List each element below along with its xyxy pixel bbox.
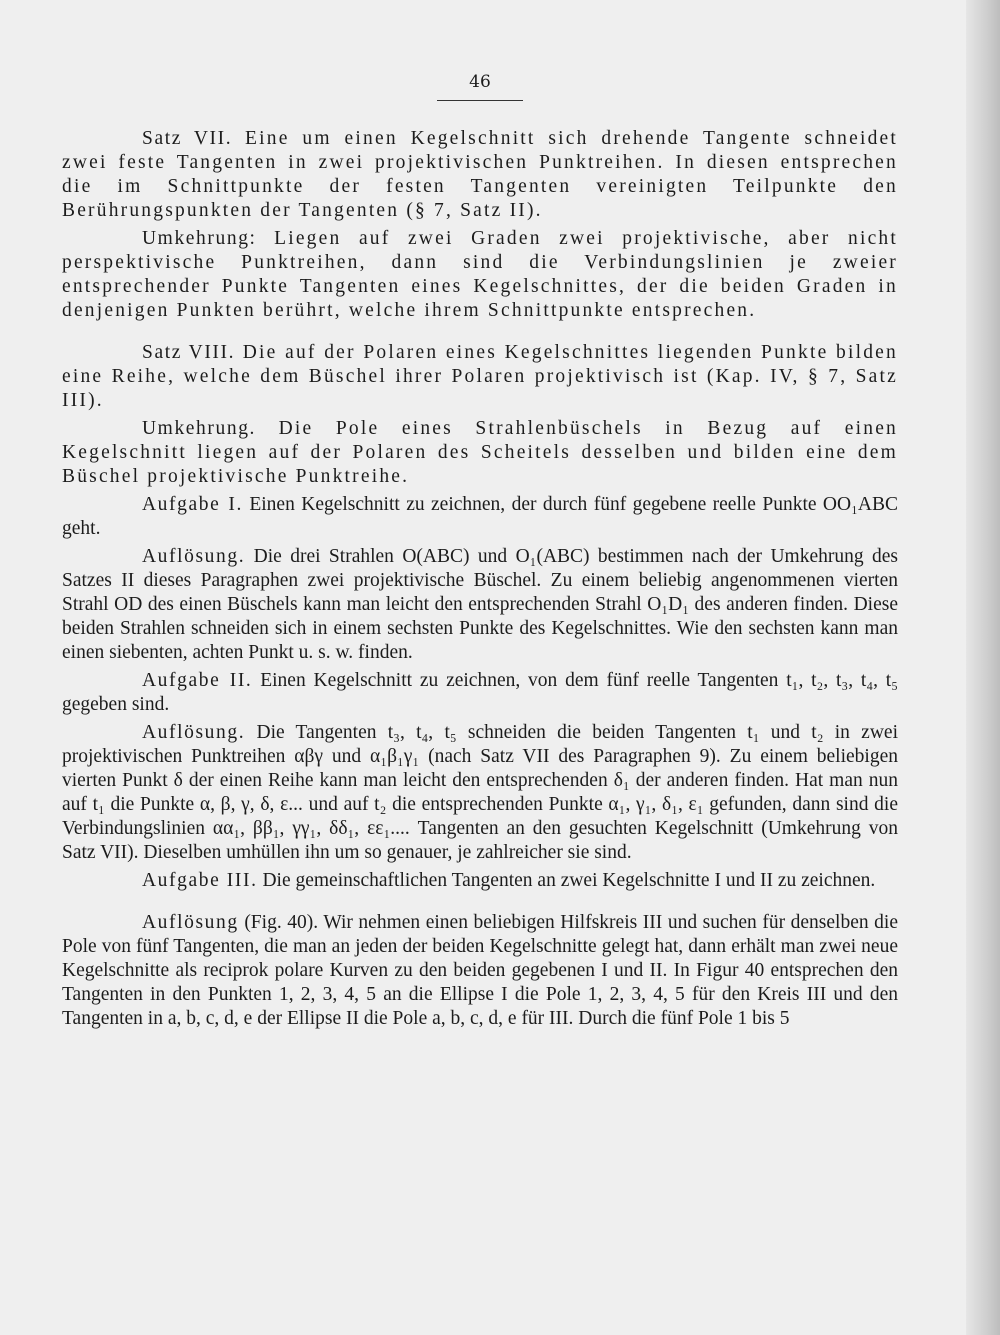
paragraph-aufgabe-ii [62,669,898,717]
paragraph-lead: Satz VIII. [142,342,236,363]
paragraph-satz-vii [62,127,898,223]
page-edge-shadow [966,0,1000,1335]
paragraph-umkehrung-2 [62,417,898,489]
paragraph-text: Einen Kegelschnitt zu zeichnen, von dem fünf reelle Tangenten t₁, t₂, t₃, t₄, t₅ gegeben sind. [62,670,899,715]
paragraph-text: Eine um einen Kegelschnitt sich drehende Tangente schneidet zwei feste Tangenten in zwei projektivischen Punktreihen. In diesen entsprechen die im Schnittpunkte der festen Tangenten vereinigten Teilpunkte den Berührungspunkten der Tangenten (§ 7, Satz II). [62,128,898,221]
paragraph-aufgabe-iii [62,869,898,893]
paragraph-lead: Aufgabe II. [142,670,253,691]
paragraph-aufloesung-iii [62,911,898,1031]
page-number: 46 [469,72,491,92]
paragraph-lead: Umkehrung: [142,228,257,249]
paragraph-umkehrung-1 [62,227,898,323]
paragraph-text: Einen Kegelschnitt zu zeichnen, der durch fünf gegebene reelle Punkte OO₁ABC geht. [62,494,898,539]
paragraph-text: Die gemeinschaftlichen Tangenten an zwei Kegelschnitte I und II zu zeichnen. [262,870,876,891]
paragraph-satz-viii [62,341,898,413]
paragraph-text: Liegen auf zwei Graden zwei projektivische, aber nicht perspektivische Punktreihen, dann sind die Verbindungslinien je zweier entsprechender Punkte Tangenten eines Kegelschnittes, der die beiden Graden in denjenigen Punkten berührt, welche ihrem Schnittpunkte entsprechen. [62,228,898,321]
paragraph-aufloesung-i [62,545,898,665]
paragraph-text: Die Pole eines Strahlenbüschels in Bezug auf einen Kegelschnitt liegen auf der Polaren des Scheitels desselben und bilden eine dem Büschel projektivische Punktreihe. [62,418,898,487]
paragraph-text: Die drei Strahlen O(ABC) und O₁(ABC) bestimmen nach der Umkehrung des Satzes II dieses Paragraphen zwei projektivische Büschel. Zu einem beliebig angenommenen vierten Strahl OD des einen Büschels kann man leicht den entsprechenden Strahl O₁D₁ des anderen finden. Diese beiden Strahlen schneiden sich in einem sechsten Punkte des Kegelschnittes. Wie den sechsten kann man einen siebenten, achten Punkt u. s. w. finden. [62,546,898,663]
paragraph-text: (Fig. 40). Wir nehmen einen beliebigen Hilfskreis III und suchen für denselben die Pole von fünf Tangenten, die man an jeden der beiden Kegelschnitte gelegt hat, dann erhält man zwei neue Kegelschnitte als reciprok polare Kurven zu den beiden gegebenen I und II. In Figur 40 entsprechen den Tangenten in den Punkten 1, 2, 3, 4, 5 an die Ellipse I die Pole 1, 2, 3, 4, 5 für den Kreis III und den Tangenten in a, b, c, d, e der Ellipse II die Pole a, b, c, d, e für III. Durch die fünf Pole 1 bis 5 [62,912,899,1029]
paragraph-lead: Umkehrung. [142,418,257,439]
paragraph-lead: Aufgabe III. [142,870,258,891]
paragraph-lead: Auflösung [142,912,239,933]
paragraph-aufloesung-ii [62,721,898,865]
paragraph-lead: Satz VII. [142,128,233,149]
paragraph-lead: Aufgabe I. [142,494,243,515]
document-page [62,72,898,1035]
paragraph-text: Die auf der Polaren eines Kegelschnittes liegenden Punkte bilden eine Reihe, welche dem Büschel ihrer Polaren projektivisch ist (Kap. IV, § 7, Satz III). [62,342,898,411]
paragraph-lead: Auflösung. [142,546,246,567]
paragraph-lead: Auflösung. [142,722,246,743]
paragraph-text: Die Tangenten t₃, t₄, t₅ schneiden die beiden Tangenten t₁ und t₂ in zwei projektivischen Punktreihen αβγ und α₁β₁γ₁ (nach Satz VII des Paragraphen 9). Zu einem beliebigen vierten Punkt δ der einen Reihe kann man leicht den entsprechenden δ₁ der anderen finden. Hat man nun auf t₁ die Punkte α, β, γ, δ, ε... und auf t₂ die entsprechenden Punkte α₁, γ₁, δ₁, ε₁ gefunden, dann sind die Verbindungslinien αα₁, ββ₁, γγ₁, δδ₁, εε₁.... Tangenten an den gesuchten Kegelschnitt (Umkehrung von Satz VII). Dieselben umhüllen ihn um so genauer, je zahlreicher sie sind. [62,722,898,863]
header-rule [437,100,523,101]
paragraph-aufgabe-i [62,493,898,541]
